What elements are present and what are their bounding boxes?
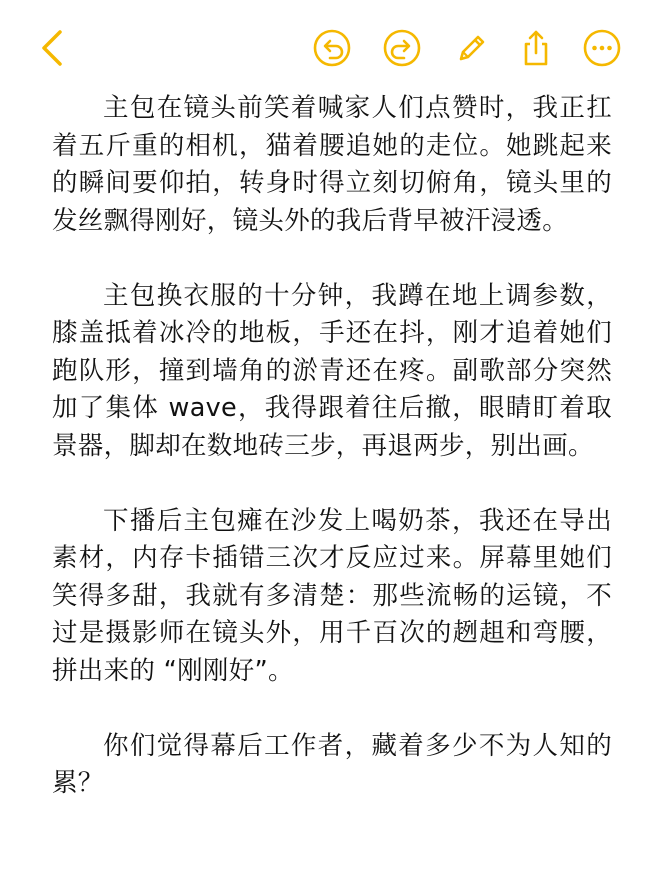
note-paragraph[interactable]: 下播后主包瘫在沙发上喝奶茶，我还在导出素材，内存卡插错三次才反应过来。屏幕里她们笑得多甜，我就有多清楚：那些流畅的运镜，不过是摄影师在镜头外，用千百次的趔趄和弯腰，拼出来的 “刚刚好”。 [52, 505, 612, 686]
note-toolbar [0, 0, 660, 96]
note-body[interactable] [52, 90, 612, 803]
share-icon [516, 28, 556, 68]
more-button[interactable] [580, 26, 624, 70]
note-paragraph[interactable]: 主包在镜头前笑着喊家人们点赞时，我正扛着五斤重的相机，猫着腰追她的走位。她跳起来的瞬间要仰拍，转身时得立刻切俯角，镜头里的发丝飘得刚好，镜头外的我后背早被汗浸透。 [52, 93, 612, 236]
note-paragraph[interactable]: 主包换衣服的十分钟，我蹲在地上调参数，膝盖抵着冰冷的地板，手还在抖，刚才追着她们跑队形，撞到墙角的淤青还在疼。副歌部分突然加了集体 wave，我得跟着往后撤，眼睛盯着取景器，脚却在数地砖三步，再退两步，别出画。 [52, 280, 612, 461]
pencil-icon [452, 28, 492, 68]
note-paragraph[interactable]: 你们觉得幕后工作者，藏着多少不为人知的累？ [52, 730, 612, 798]
undo-button[interactable] [310, 26, 354, 70]
undo-icon [312, 28, 352, 68]
markup-button[interactable] [450, 26, 494, 70]
redo-button[interactable] [380, 26, 424, 70]
share-button[interactable] [514, 26, 558, 70]
more-icon [582, 28, 622, 68]
redo-icon [382, 28, 422, 68]
back-button[interactable] [30, 26, 74, 70]
back-chevron-icon [38, 28, 66, 68]
